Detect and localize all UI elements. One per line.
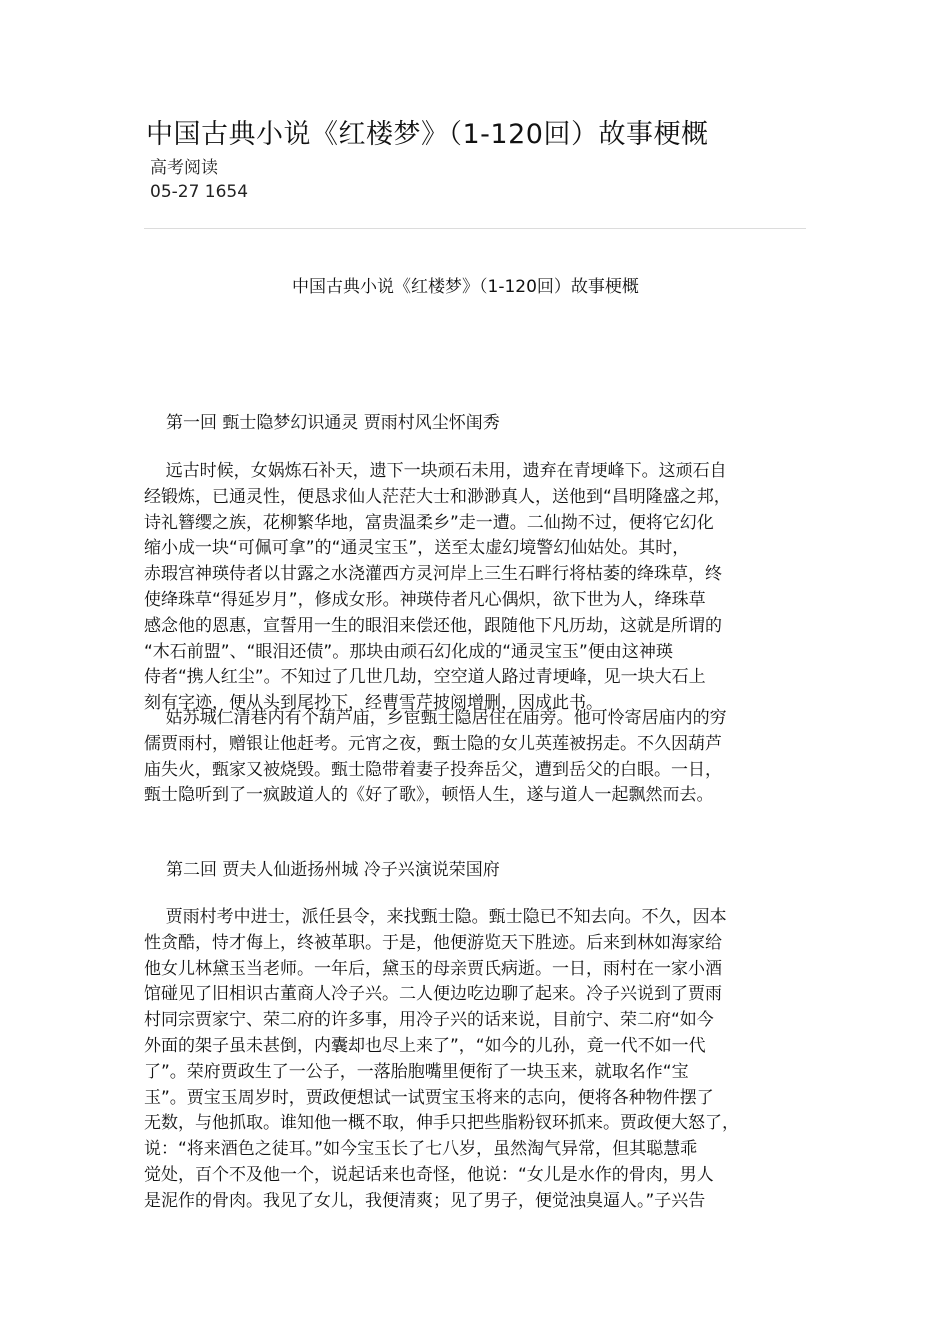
paragraph	[144, 905, 806, 1215]
chapter-heading: 第二回 贾夫人仙逝扬州城 冷子兴演说荣国府	[166, 860, 500, 880]
source-label: 高考阅读	[150, 158, 218, 178]
text-line: 侍者“携人红尘”。不知过了几世几劫，空空道人路过青埂峰，见一块大石上	[144, 667, 706, 688]
text-line: 姑苏城仁清巷内有个葫芦庙，乡宦甄士隐居住在庙旁。他可怜寄居庙内的穷	[144, 708, 727, 728]
text-line: 村同宗贾家宁、荣二府的许多事，用冷子兴的话来说，目前宁、荣二府“如今	[144, 1010, 714, 1031]
chapter-heading: 第一回 甄士隐梦幻识通灵 贾雨村风尘怀闺秀	[166, 413, 500, 433]
text-line: 他女儿林黛玉当老师。一年后，黛玉的母亲贾氏病逝。一日，雨村在一家小酒	[144, 958, 722, 979]
publish-date: 05-27 1654	[150, 182, 249, 202]
text-line: 儒贾雨村，赠银让他赶考。元宵之夜，甄士隐的女儿英莲被拐走。不久因葫芦	[144, 733, 722, 754]
document-title: 中国古典小说《红楼梦》（1-120回）故事梗概	[292, 277, 639, 297]
text-line: 缩小成一块“可佩可拿”的“通灵宝玉”，送至太虚幻境警幻仙姑处。其时，	[144, 538, 690, 559]
text-line: 觉处，百个不及他一个，说起话来也奇怪，他说：“女儿是水作的骨肉，男人	[144, 1164, 714, 1185]
paragraph	[144, 706, 806, 809]
text-line: 刻有字迹，便从头到尾抄下，经曹雪芹披阅增删，因成此书。	[144, 693, 603, 714]
text-line: 馆碰见了旧相识古董商人冷子兴。二人便边吃边聊了起来。冷子兴说到了贾雨	[144, 984, 722, 1005]
text-line: 赤瑕宫神瑛侍者以甘露之水浇灌西方灵河岸上三生石畔行将枯萎的绛珠草，终	[144, 564, 722, 585]
text-line: 了”。荣府贾政生了一公子，一落胎胞嘴里便衔了一块玉来，就取名作“宝	[144, 1061, 689, 1082]
text-line: 庙失火，甄家又被烧毁。甄士隐带着妻子投奔岳父，遭到岳父的白眼。一日，	[144, 759, 722, 780]
text-line: 感念他的恩惠，宣誓用一生的眼泪来偿还他，跟随他下凡历劫，这就是所谓的	[144, 615, 722, 636]
paragraph	[144, 459, 806, 717]
page-title: 中国古典小说《红楼梦》（1-120回）故事梗概	[146, 119, 709, 150]
divider	[144, 228, 806, 229]
text-line: 无数，与他抓取。谁知他一概不取，伸手只把些脂粉钗环抓来。贾政便大怒了，	[144, 1113, 739, 1134]
text-line: 使绛珠草“得延岁月”，修成女形。神瑛侍者凡心偶炽，欲下世为人，绛珠草	[144, 589, 706, 610]
text-line: 甄士隐听到了一疯跛道人的《好了歌》，顿悟人生，遂与道人一起飘然而去。	[144, 785, 714, 806]
text-line: 贾雨村考中进士，派任县令，来找甄士隐。甄士隐已不知去向。不久，因本	[144, 907, 727, 927]
text-line: 诗礼簪缨之族，花柳繁华地，富贵温柔乡”走一遭。二仙拗不过，便将它幻化	[144, 512, 714, 533]
text-line: “木石前盟”、“眼泪还债”。那块由顽石幻化成的“通灵宝玉”便由这神瑛	[144, 641, 673, 662]
text-line: 是泥作的骨肉。我见了女儿，我便清爽；见了男子，便觉浊臭逼人。”子兴告	[144, 1190, 706, 1211]
text-line: 外面的架子虽未甚倒，内囊却也尽上来了”，“如今的儿孙，竟一代不如一代	[144, 1035, 706, 1056]
text-line: 玉”。贾宝玉周岁时，贾政便想试一试贾宝玉将来的志向，便将各种物件摆了	[144, 1087, 714, 1108]
text-line: 性贪酷，恃才侮上，终被革职。于是，他便游览天下胜迹。后来到林如海家给	[144, 932, 722, 953]
text-line: 远古时候，女娲炼石补天，遗下一块顽石未用，遗弃在青埂峰下。这顽石自	[144, 461, 727, 481]
text-line: 说：“将来酒色之徒耳。”如今宝玉长了七八岁，虽然淘气异常，但其聪慧乖	[144, 1139, 698, 1160]
text-line: 经锻炼，已通灵性，便恳求仙人茫茫大士和渺渺真人，送他到“昌明隆盛之邦，	[144, 486, 731, 507]
